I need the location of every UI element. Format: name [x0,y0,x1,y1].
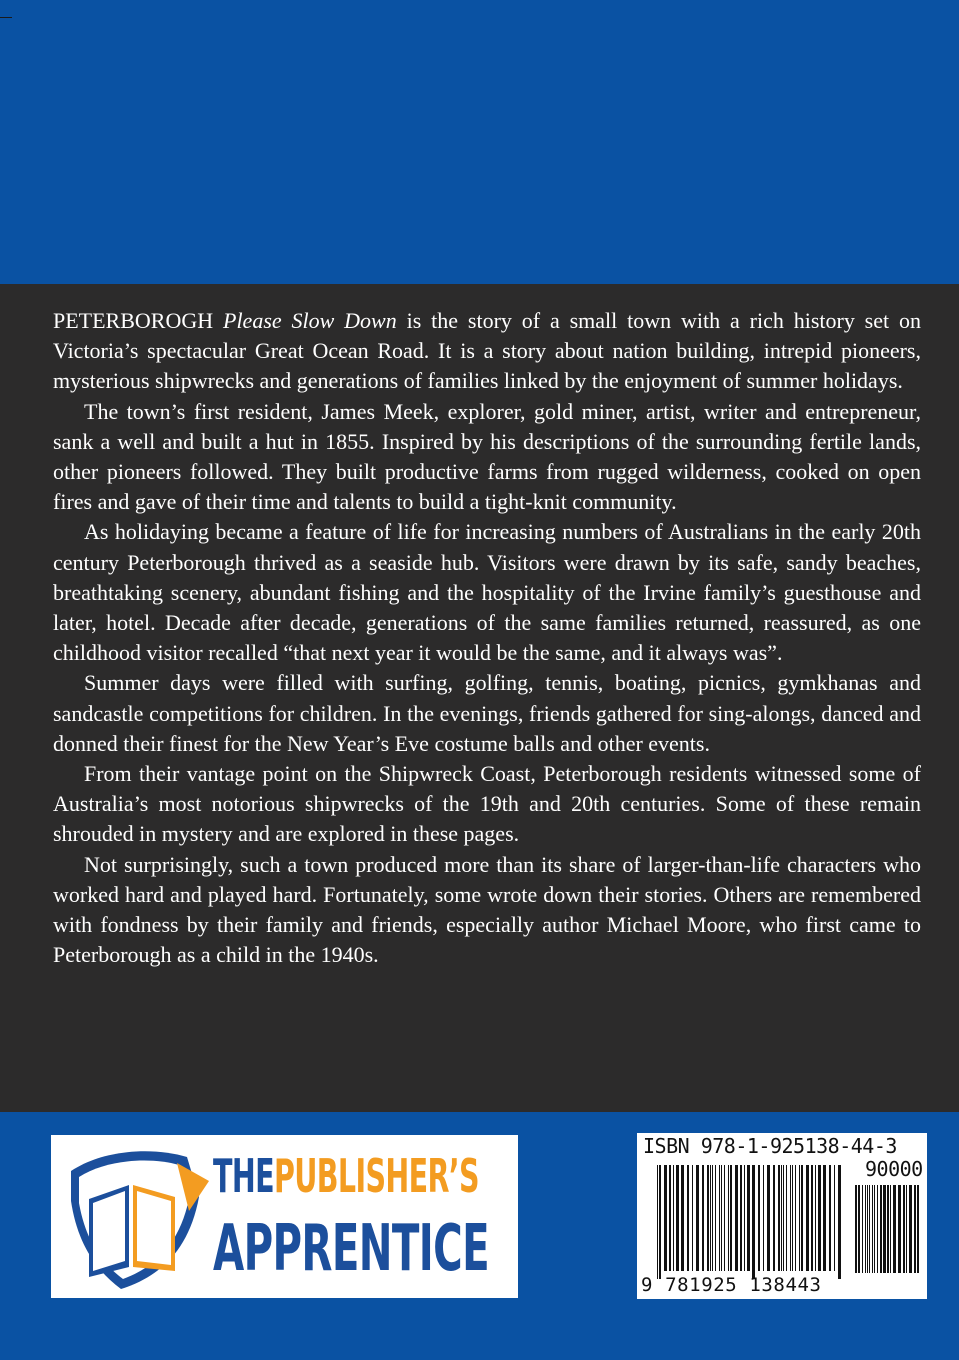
barcode-bar [880,1185,882,1273]
barcode-bar [744,1165,745,1271]
crop-mark [0,17,12,18]
barcode-bar [773,1165,775,1271]
barcode-bar [767,1165,770,1271]
barcode-bar [862,1185,863,1273]
isbn-barcode [637,1133,927,1299]
barcode-bar [893,1185,896,1273]
barcode-bar [906,1185,907,1273]
barcode-bar [903,1185,905,1273]
isbn-label: ISBN 978-1-925138-44-3 [643,1134,897,1158]
barcode-bar [838,1165,841,1279]
barcode-bar [898,1185,901,1273]
book-subtitle: Please Slow Down [223,308,397,333]
blurb-paragraph-6: Not surprisingly, such a town produced more than its share of larger-than-life characters who worked hard and played hard. Fortunately, some wrote down their stories. Others are remembered with fondness by their family and friends, especially author Michael Moore, who first came to Peterborough as a child in the 1940s. [53,851,921,968]
barcode-bar [681,1165,684,1271]
barcode-bar [909,1185,912,1273]
logo-line-1 [213,1141,479,1211]
ean-digits: 9 781925 138443 [641,1274,822,1296]
barcode-bar [728,1165,729,1271]
barcode-bar [806,1165,809,1271]
barcode-bar [659,1165,661,1279]
barcode-bar [883,1185,886,1273]
barcode-bar [786,1165,787,1271]
book-title: PETERBOROGH [53,308,214,333]
barcode-bar [657,1165,658,1279]
barcode-bar [795,1165,796,1271]
barcode-bar [801,1165,803,1271]
barcode-bar [719,1165,720,1271]
barcode-bar [869,1185,870,1273]
barcode-bar [781,1165,782,1271]
barcode-bar [730,1165,732,1271]
price-addon-label: 90000 [865,1157,923,1181]
barcode-bar [687,1165,689,1271]
barcode-bar [712,1165,713,1271]
barcode-bar [877,1185,878,1273]
barcode-bar [872,1185,873,1273]
barcode-bar [823,1165,826,1271]
blurb-paragraph-3: As holidaying became a feature of life for increasing numbers of Australians in the early 20th century Peterborough thrived as a seaside hub. Visitors were drawn by its safe, sandy beaches, breathtaking scenery, abundant fishing and the hospitality of the Irvine family’s guesthouse and later, hotel. Decade after decade, generations of the same families returned, reassured, as one childhood visitor recalled “that next year it would be the same, and it always was”. [53,519,921,666]
blurb-paragraph-1-text: is the story of a small town with a rich history set on Victoria’s spectacular Great Ocean Road. It is a story about nation building, intrepid pioneers, mysterious shipwrecks and generations of families linked by the enjoyment of summer holidays. [53,308,921,394]
barcode-bar [758,1165,760,1271]
barcode-bar [834,1165,835,1271]
blurb-panel [0,284,959,1112]
barcode-bar [763,1165,764,1271]
barcode-bar [752,1165,755,1279]
barcode-bar [887,1185,889,1273]
barcode-bar [673,1165,674,1271]
barcode-bar [855,1185,857,1273]
barcode-bar [811,1165,813,1271]
barcode-bar [747,1165,750,1271]
barcode-bar [790,1165,791,1271]
logo-word-the: THE [213,1149,274,1203]
blurb-paragraph-5: From their vantage point on the Shipwreck Coast, Peterborough residents witnessed some of Australia’s most notorious shipwrecks of the 19th and 20th centuries. Some of these remain shrouded in mystery and are explored in these pages. [53,761,921,847]
barcode-bar [692,1165,693,1271]
barcode-bar [715,1165,716,1271]
barcode-bar [721,1165,722,1271]
barcode-bar [664,1165,667,1271]
barcode-bar [676,1165,679,1271]
barcode-bar [710,1165,711,1271]
open-book-shield-icon [59,1141,239,1293]
barcode-bar [735,1165,738,1271]
cover-top-band [0,0,959,284]
publisher-logo [51,1135,518,1298]
barcode-bar [740,1165,742,1271]
barcode-bar [829,1165,831,1271]
blurb-paragraph-2: The town’s first resident, James Meek, explorer, gold miner, artist, writer and entrepreneur, sank a well and built a hut in 1855. Inspired by his descriptions of the surrounding fertile lands, other pioneers followed. They built productive farms from rugged wilderness, cooked on open fires and gave of their time and talents to build a tight-knit community. [53,398,921,515]
barcode-bar [669,1165,671,1271]
barcode-bar [815,1165,816,1271]
barcode-bar [874,1185,875,1273]
barcode-bar [707,1165,709,1271]
barcode-bar [865,1185,866,1273]
barcode-bar [858,1185,860,1273]
barcode-bar [867,1185,868,1273]
barcode-bar [799,1165,800,1271]
logo-word-apprentice: APPRENTICE [213,1212,489,1286]
barcode-bar [890,1185,891,1273]
barcode-bar [702,1165,704,1271]
barcode-bar [783,1165,784,1271]
barcode-bar [724,1165,725,1271]
blurb-paragraph-4: Summer days were filled with surfing, golfing, tennis, boating, picnics, gymkhanas and sandcastle competitions for children. In the evenings, friends gathered for sing-alongs, danced and donned their finest for the New Year’s Eve costume balls and other events. [53,670,921,756]
barcode-bar [696,1165,699,1271]
barcode-bar [914,1185,916,1273]
blurb-paragraph-1 [53,306,921,397]
barcode-bar [917,1185,919,1273]
barcode-bar [792,1165,793,1271]
logo-word-publishers: PUBLISHER’S [273,1149,479,1203]
barcode-bar [818,1165,821,1271]
barcode-bar [778,1165,780,1271]
